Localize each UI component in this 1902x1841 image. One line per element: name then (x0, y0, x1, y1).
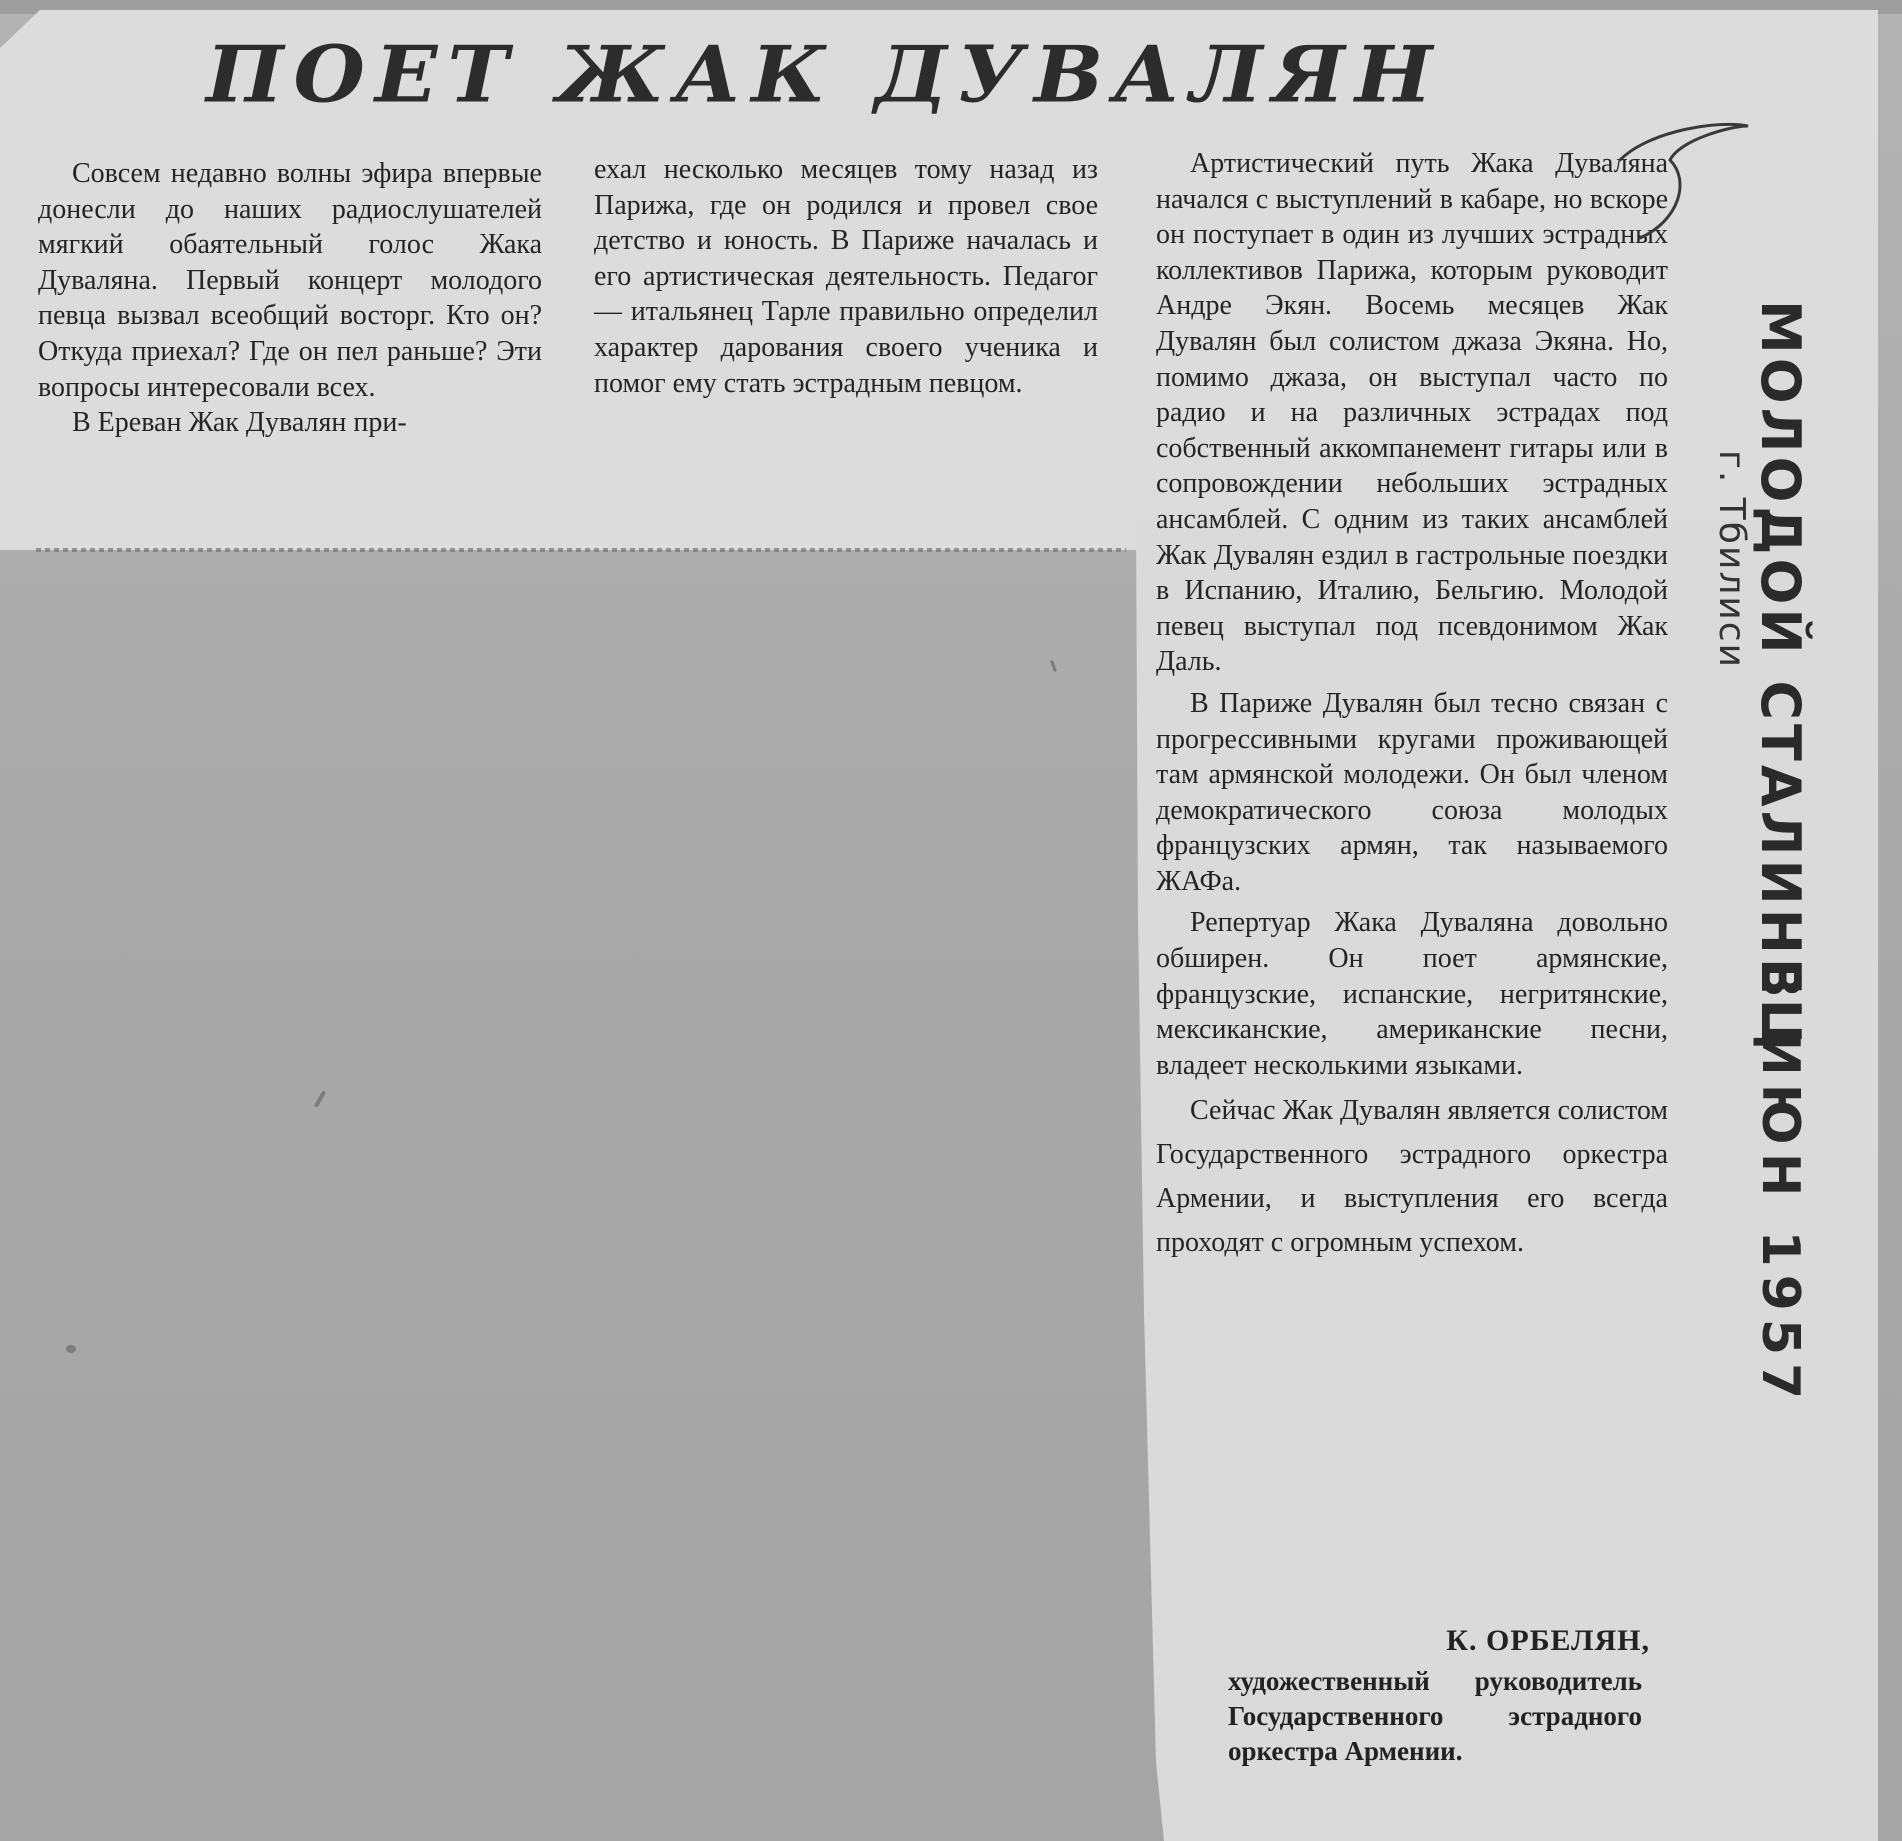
author-title: художественный руководитель Государственного эстрадного оркестра Армении. (1228, 1666, 1642, 1766)
stamp-newspaper-name: МОЛОДОЙ СТАЛИНЕЦ (1749, 300, 1812, 1053)
article-column-1 (38, 156, 542, 441)
paragraph: Совсем недавно волны эфира впервые донесли до наших радиослушателей мягкий обаятельный голос Жака Дуваляна. Первый концерт молодого певца вызвал всеобщий восторг. Кто он? Откуда приехал? Где он пел раньше? Эти вопросы интересовали всех. (38, 158, 542, 403)
paragraph: Репертуар Жака Дуваляна довольно обширен. Он поет армянские, французские, испанские, негритянские, мексиканские, американские песни, владеет несколькими языками. (1156, 907, 1668, 1081)
paper-speck (66, 1345, 76, 1353)
stamp-date: 3 ИЮН 1957 (1750, 962, 1810, 1408)
article-column-2 (594, 152, 1098, 401)
paragraph: Сейчас Жак Дувалян является солистом Государственного эстрадного оркестра Армении, и выступления его всегда проходят с огромным успехом. (1156, 1095, 1668, 1259)
paragraph: В Париже Дувалян был тесно связан с прогрессивными кругами проживающей там армянской молодежи. Он был членом демократического союза молодых французских армян, так называемого ЖАФа. (1156, 687, 1668, 897)
stamp-city: г. Тбилиси (1711, 450, 1752, 669)
paragraph: Артистический путь Жака Дуваляна начался с выступлений в кабаре, но вскоре он поступает в один из лучших эстрадных коллективов Парижа, которым руководит Андре Экян. Восемь месяцев Жак Дувалян был солистом джаза Экяна. Но, помимо джаза, он выступал часто по радио и на различных эстрадах под собственный аккомпанемент гитары или в сопровождении небольших эстрадных ансамблей. С одним из таких ансамблей Жак Дувалян ездил в гастрольные поездки в Испанию, Италию, Бельгию. Молодой певец выступал под псевдонимом Жак Даль. (1156, 148, 1668, 678)
pen-mark-icon (1610, 120, 1760, 250)
paragraph: ехал несколько месяцев тому назад из Парижа, где он родился и провел свое детство и юность. В Париже началась и его артистическая деятельность. Педагог — итальянец Тарле правильно определил характер дарования своего ученика и помог ему стать эстрадным певцом. (594, 154, 1098, 399)
author-signature-block (1230, 1624, 1650, 1769)
clipping-cut-edge (36, 548, 1126, 552)
author-name: К. ОРБЕЛЯН, (1446, 1624, 1650, 1657)
headline: ПОЕТ ЖАК ДУВАЛЯН (206, 29, 1443, 121)
article-column-3 (1156, 146, 1668, 1265)
paragraph: В Ереван Жак Дувалян при- (72, 407, 407, 439)
